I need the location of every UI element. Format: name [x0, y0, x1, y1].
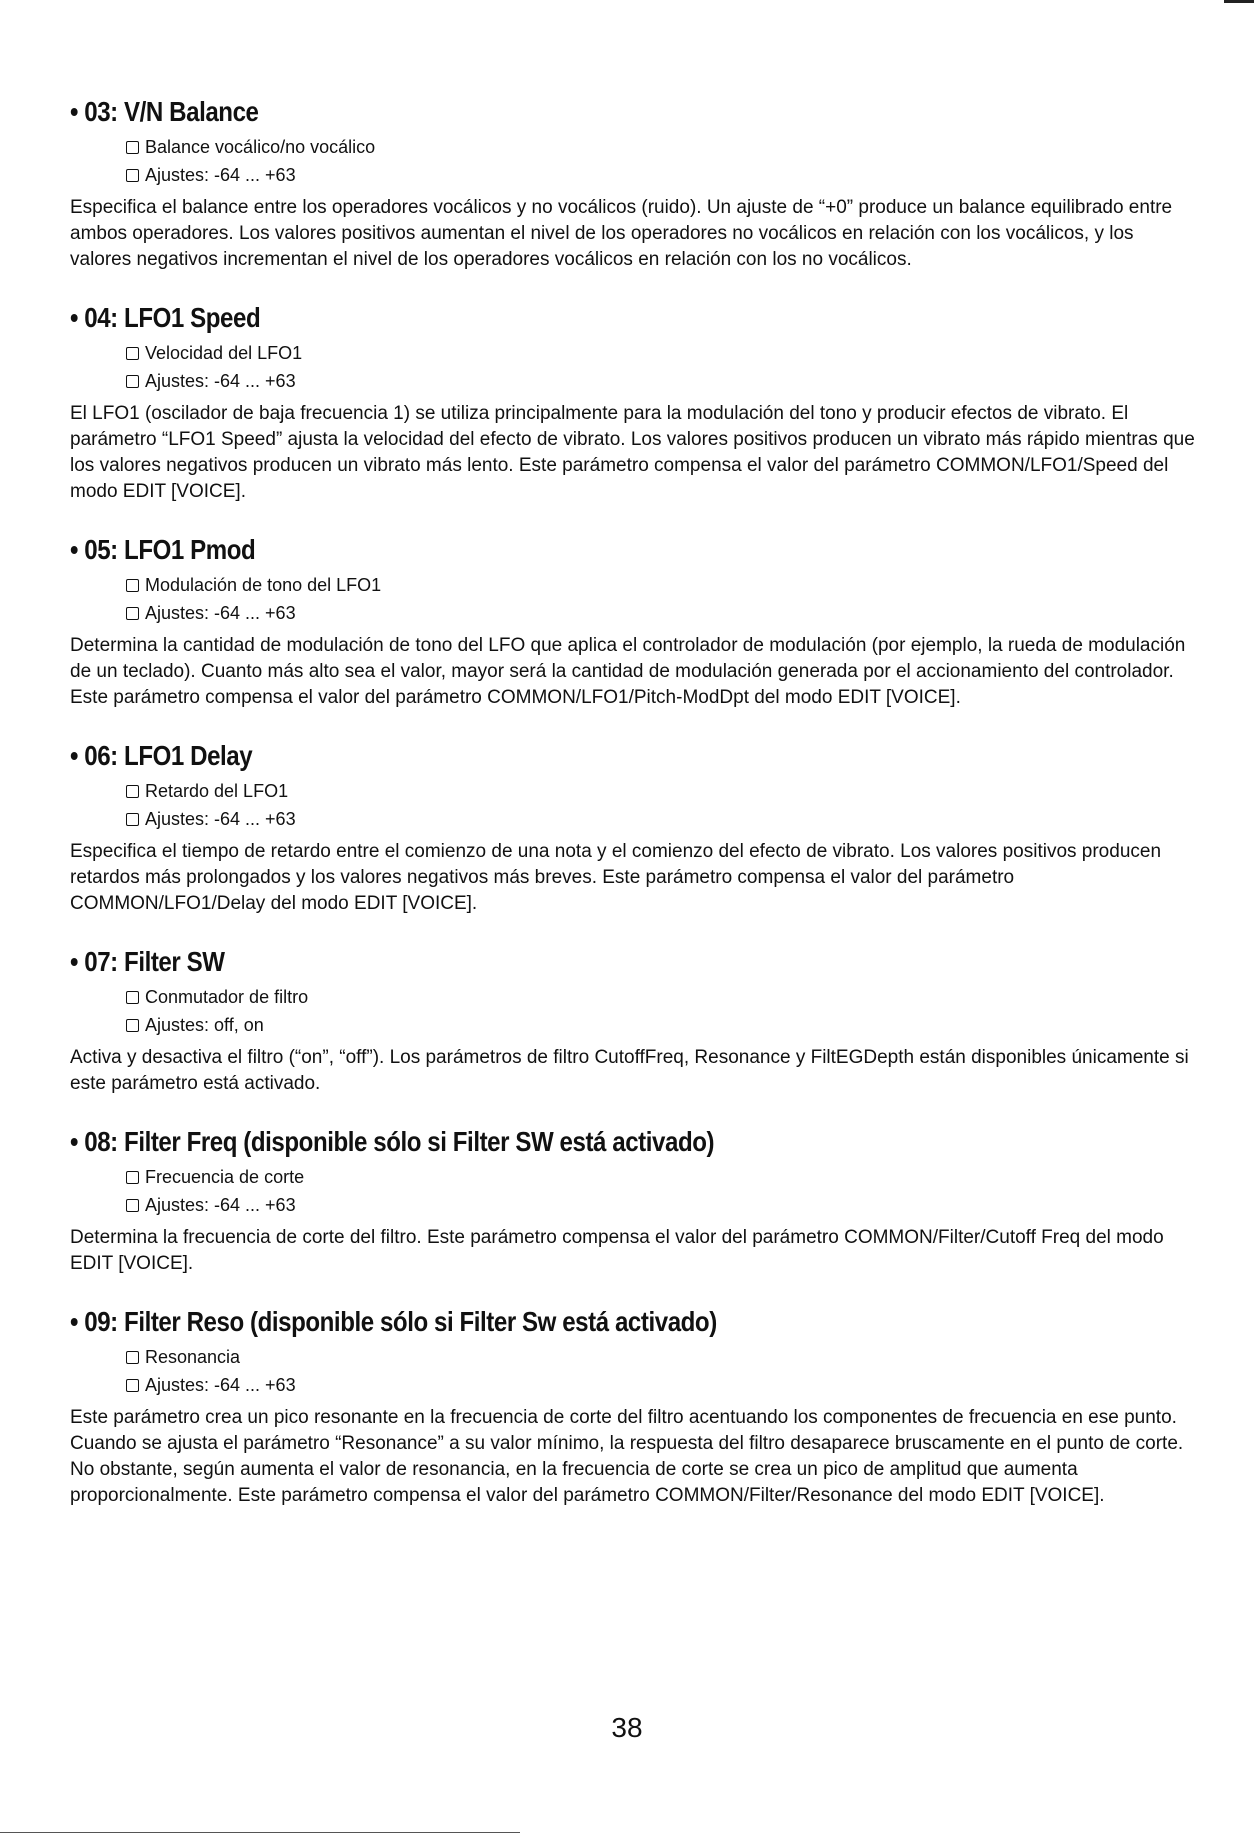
meta-line-settings	[126, 1371, 1200, 1399]
section-heading: • 05: LFO1 Pmod	[70, 534, 256, 565]
meta-text: Ajustes: -64 ... +63	[145, 371, 296, 391]
meta-text: Velocidad del LFO1	[145, 343, 303, 363]
section-meta	[126, 983, 1200, 1039]
meta-text: Ajustes: -64 ... +63	[145, 603, 296, 623]
section-meta	[126, 1343, 1200, 1399]
checkbox-bullet-icon	[126, 1199, 139, 1212]
section-meta	[126, 571, 1200, 627]
section-09-filter-reso	[70, 1305, 1200, 1509]
checkbox-bullet-icon	[126, 1171, 139, 1184]
section-08-filter-freq	[70, 1125, 1200, 1277]
section-heading: • 09: Filter Reso (disponible sólo si Filter Sw está activado)	[70, 1306, 717, 1337]
checkbox-bullet-icon	[126, 141, 139, 154]
checkbox-bullet-icon	[126, 169, 139, 182]
section-heading: • 08: Filter Freq (disponible sólo si Filter SW está activado)	[70, 1126, 715, 1157]
meta-text: Modulación de tono del LFO1	[145, 575, 382, 595]
checkbox-bullet-icon	[126, 991, 139, 1004]
meta-text: Ajustes: -64 ... +63	[145, 165, 296, 185]
meta-line-description	[126, 777, 1200, 805]
meta-line-settings	[126, 367, 1200, 395]
meta-text: Ajustes: off, on	[145, 1015, 264, 1035]
section-description: Especifica el balance entre los operadores vocálicos y no vocálicos (ruido). Un ajuste de “+0” produce un balance equilibrado entre ambos operadores. Los valores positivos aumentan el nivel de los operadores no vocálicos en relación con los vocálicos, y los valores negativos incrementan el nivel de los operadores vocálicos en relación con los no vocálicos.	[70, 197, 1173, 270]
meta-text: Resonancia	[145, 1347, 241, 1367]
checkbox-bullet-icon	[126, 607, 139, 620]
section-description: Determina la frecuencia de corte del filtro. Este parámetro compensa el valor del parámetro COMMON/Filter/Cutoff Freq del modo EDIT [VOICE].	[70, 1227, 1164, 1274]
meta-line-settings	[126, 1011, 1200, 1039]
section-meta	[126, 777, 1200, 833]
meta-line-settings	[126, 599, 1200, 627]
section-description: Este parámetro crea un pico resonante en la frecuencia de corte del filtro acentuando los componentes de frecuencia en ese punto. Cuando se ajusta el parámetro “Resonance” a su valor mínimo, la respuesta del filtro desaparece bruscamente en el punto de corte. No obstante, según aumenta el valor de resonancia, en la frecuencia de corte se crea un pico de amplitud que aumenta proporcionalmente. Este parámetro compensa el valor del parámetro COMMON/Filter/Resonance del modo EDIT [VOICE].	[70, 1407, 1184, 1506]
section-04-lfo1-speed	[70, 301, 1200, 505]
section-heading: • 03: V/N Balance	[70, 96, 259, 127]
checkbox-bullet-icon	[126, 1351, 139, 1364]
section-description: Especifica el tiempo de retardo entre el comienzo de una nota y el comienzo del efecto de vibrato. Los valores positivos producen retardos más prolongados y los valores negativos más breves. Este parámetro compensa el valor del parámetro COMMON/LFO1/Delay del modo EDIT [VOICE].	[70, 841, 1162, 914]
page-number: 38	[611, 1712, 643, 1743]
section-meta	[126, 339, 1200, 395]
meta-line-description	[126, 1163, 1200, 1191]
checkbox-bullet-icon	[126, 785, 139, 798]
meta-text: Conmutador de filtro	[145, 987, 309, 1007]
bottom-rule-divider	[0, 1832, 520, 1833]
meta-line-settings	[126, 161, 1200, 189]
section-heading: • 07: Filter SW	[70, 946, 225, 977]
document-body	[70, 95, 1200, 1537]
meta-line-description	[126, 983, 1200, 1011]
section-description: Determina la cantidad de modulación de tono del LFO que aplica el controlador de modulación (por ejemplo, la rueda de modulación de un teclado). Cuanto más alto sea el valor, mayor será la cantidad de modulación generada por el accionamiento del controlador. Este parámetro compensa el valor del parámetro COMMON/LFO1/Pitch-ModDpt del modo EDIT [VOICE].	[70, 635, 1186, 708]
meta-text: Balance vocálico/no vocálico	[145, 137, 376, 157]
meta-text: Ajustes: -64 ... +63	[145, 1375, 296, 1395]
meta-line-description	[126, 1343, 1200, 1371]
section-meta	[126, 133, 1200, 189]
section-05-lfo1-pmod	[70, 533, 1200, 711]
meta-text: Ajustes: -64 ... +63	[145, 809, 296, 829]
section-meta	[126, 1163, 1200, 1219]
meta-line-settings	[126, 805, 1200, 833]
checkbox-bullet-icon	[126, 579, 139, 592]
section-heading: • 06: LFO1 Delay	[70, 740, 253, 771]
meta-line-description	[126, 571, 1200, 599]
meta-text: Retardo del LFO1	[145, 781, 289, 801]
checkbox-bullet-icon	[126, 1019, 139, 1032]
checkbox-bullet-icon	[126, 347, 139, 360]
meta-line-settings	[126, 1191, 1200, 1219]
section-07-filter-sw	[70, 945, 1200, 1097]
section-06-lfo1-delay	[70, 739, 1200, 917]
meta-text: Frecuencia de corte	[145, 1167, 305, 1187]
section-heading: • 04: LFO1 Speed	[70, 302, 261, 333]
scan-corner-mark	[1224, 0, 1254, 3]
checkbox-bullet-icon	[126, 375, 139, 388]
section-03-vn-balance	[70, 95, 1200, 273]
meta-text: Ajustes: -64 ... +63	[145, 1195, 296, 1215]
section-description: El LFO1 (oscilador de baja frecuencia 1) se utiliza principalmente para la modulación del tono y producir efectos de vibrato. El parámetro “LFO1 Speed” ajusta la velocidad del efecto de vibrato. Los valores positivos producen un vibrato más rápido mientras que los valores negativos producen un vibrato más lento. Este parámetro compensa el valor del parámetro COMMON/LFO1/Speed del modo EDIT [VOICE].	[70, 403, 1195, 502]
checkbox-bullet-icon	[126, 1379, 139, 1392]
section-description: Activa y desactiva el filtro (“on”, “off”). Los parámetros de filtro CutoffFreq, Resonance y FiltEGDepth están disponibles únicamente si este parámetro está activado.	[70, 1047, 1189, 1094]
meta-line-description	[126, 339, 1200, 367]
checkbox-bullet-icon	[126, 813, 139, 826]
meta-line-description	[126, 133, 1200, 161]
